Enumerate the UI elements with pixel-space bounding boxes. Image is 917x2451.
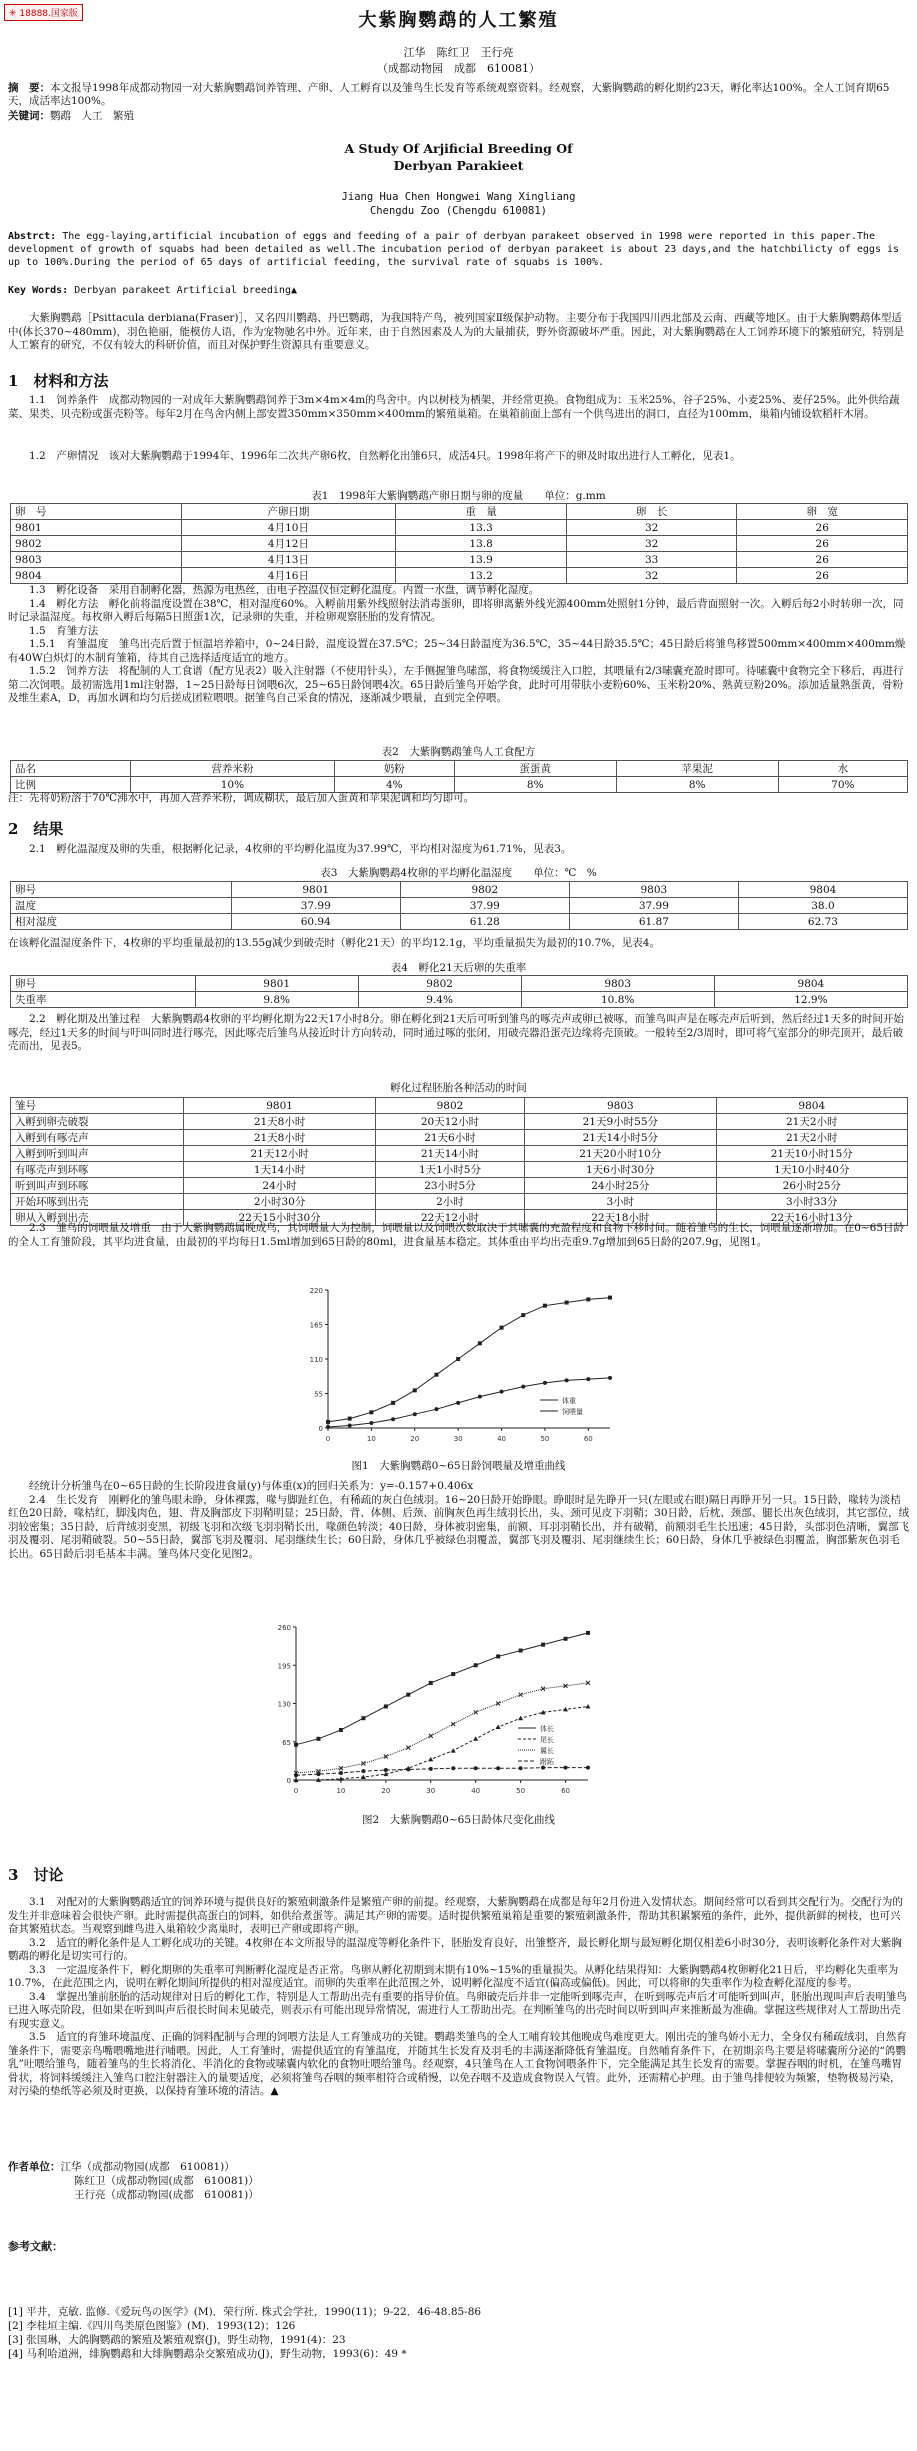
reference-item: [4] 马利哈道洲，绯胸鹦鹉和大绯胸鹦鹉杂交繁殖成功(J)，野生动物，1993(6)：49 *	[8, 2348, 407, 2360]
table1	[10, 503, 908, 584]
y-tick-label: 110	[309, 1356, 323, 1364]
table-cell: 4%	[334, 777, 454, 793]
abstract-en-text: The egg-laying,artificial incubation of eggs and feeding of a pair of derbyan parakeet observed in 1998 were reported in this paper.The development of growth of squabs had been detailed as well.The incubation period of derbyan parakeet is about 23 days,and the hatchbilicty of eggs is up to 100%.During the period of 65 days of artificial feeding, the survival rate of squabs is 100%.	[8, 231, 900, 268]
table-header-row	[11, 882, 908, 898]
section-2-heading: 2 结果	[8, 820, 64, 838]
table4	[10, 975, 908, 1008]
data-point	[519, 1649, 523, 1653]
table-cell: 4月16日	[181, 568, 396, 584]
figure1-chart	[300, 1280, 620, 1450]
data-point	[451, 1672, 455, 1676]
data-point	[496, 1725, 501, 1730]
table-cell: 26	[737, 536, 908, 552]
references-label: 参考文献：	[8, 2240, 63, 2253]
table-cell: 13.3	[396, 520, 567, 536]
table-header-cell: 9803	[525, 1098, 716, 1114]
data-point	[586, 1297, 590, 1301]
table2-caption: 表2 大紫胸鹦鹉雏鸟人工食配方	[381, 746, 536, 758]
table-cell: 26小时25分	[716, 1178, 907, 1194]
x-tick-label: 40	[497, 1435, 506, 1443]
data-point	[361, 1716, 365, 1720]
table-cell: 9.8%	[195, 992, 358, 1008]
x-tick-label: 10	[366, 1435, 376, 1443]
table5	[10, 1097, 908, 1226]
table-header-cell: 雏号	[11, 1098, 184, 1114]
data-point	[474, 1710, 478, 1714]
author-info-2: 陈红卫（成都动物园(成都 610081)）	[74, 2175, 259, 2187]
intro-paragraph: 大紫胸鹦鹉［Psittacula derbiana(Fraser)］，又名四川鹦鹉、丹巴鹦鹉，为我国特产鸟，被列国家Ⅱ级保护动物。主要分布于我国四川西北部及云南、西藏等地区。由于大紫胸鹦鹉体型适中(体长370~480mm)，羽色艳丽，能模仿人语，作为宠物驰名中外。近年来，由于自然因素及人为的大量捕获，野外资源破坏严重。因此，对大紫胸鹦鹉在人工饲养环境下的繁殖研究，特别是人工繁育的研究，不仅有较大的科研价值，而且对保护野生资源具有重要意义。	[8, 312, 904, 351]
legend-label: 跗跖	[540, 1758, 554, 1766]
x-tick-label: 60	[583, 1435, 593, 1443]
data-point	[541, 1766, 545, 1770]
reference-item: [3] 张国琳，大鸽胸鹦鹉的繁殖及繁殖观察(J)，野生动物，1991(4)：23	[8, 2334, 346, 2346]
data-point	[474, 1663, 478, 1667]
paper-title: 大紫胸鹦鹉的人工繁殖	[358, 10, 559, 31]
para-2-1b: 在该孵化温湿度条件下，4枚卵的平均重量最初的13.55g减少到破壳时（孵化21天）的平均12.1g，平均重量损失为最初的10.7%，见表4。	[8, 937, 660, 949]
table-cell: 8%	[616, 777, 778, 793]
table-header-cell: 卵 号	[11, 504, 182, 520]
table-cell: 38.0	[738, 898, 907, 914]
data-point	[496, 1702, 500, 1706]
table-row	[11, 1114, 908, 1130]
table-header-row	[11, 976, 908, 992]
table-cell: 22天16小时13分	[716, 1210, 907, 1226]
figure2-caption: 图2 大紫胸鹦鹉0~65日龄体尺变化曲线	[361, 1814, 556, 1826]
data-point	[543, 1381, 547, 1385]
table-cell: 32	[566, 520, 737, 536]
data-point	[391, 1417, 395, 1421]
table-cell: 有啄壳声到环啄	[11, 1162, 184, 1178]
table-cell: 21天14小时5分	[525, 1130, 716, 1146]
para-1-1: 1.1 饲养条件 成都动物园的一对成年大紫胸鹦鹉饲养于3m×4m×4m的鸟舍中。内以树枝为栖架，并经常更换。食物组成为：玉米25%、谷子25%、小麦25%、麦仔25%。此外供给蔬菜、果类、贝壳粉或蛋壳粉等。每年2月在鸟舍内侧上部安置350mm×350mm×400mm的繁殖巢箱。在巢箱前面上部有一个供鸟进出的洞口，直径为100mm，巢箱内铺设软稻杆木屑。	[8, 394, 900, 420]
legend-label: 尾长	[540, 1736, 554, 1744]
table1-caption: 表1 1998年大紫胸鹦鹉产卵日期与卵的度量 单位：g.mm	[311, 490, 606, 502]
table-cell: 9801	[11, 520, 182, 536]
y-tick-label: 220	[309, 1287, 323, 1295]
data-point	[496, 1654, 500, 1658]
table3-caption: 表3 大紫胸鹦鹉4枚卵的平均孵化温湿度 单位：℃ %	[320, 867, 597, 879]
table-cell: 21天9小时55分	[525, 1114, 716, 1130]
table-cell: 21天2小时	[716, 1130, 907, 1146]
table-cell: 60.94	[231, 914, 400, 930]
data-point	[294, 1773, 298, 1777]
table5-caption: 孵化过程胚胎各种活动的时间	[390, 1082, 527, 1094]
table-header-cell: 苹果泥	[616, 761, 778, 777]
data-point	[541, 1643, 545, 1647]
table-header-cell: 9803	[521, 976, 714, 992]
table-cell: 32	[566, 568, 737, 584]
table-header-cell: 品名	[11, 761, 131, 777]
data-point	[428, 1757, 433, 1762]
table-header-cell: 9802	[375, 1098, 524, 1114]
table-cell: 13.2	[396, 568, 567, 584]
table-cell: 22天12小时	[375, 1210, 524, 1226]
table-cell: 13.8	[396, 536, 567, 552]
table-cell: 37.99	[231, 898, 400, 914]
table-header-cell: 卵 宽	[737, 504, 908, 520]
table-cell: 1天14小时	[184, 1162, 375, 1178]
para-1-3-to-1-5: 1.3 孵化设备 采用自制孵化器，热源为电热丝，由电子控温仪恒定孵化温度。内置一水盘，调节孵化湿度。 1.4 孵化方法 孵化前将温度设置在38℃，相对湿度60%。入孵前用紫外线照射法消毒蛋卵，即将卵离紫外线光源400mm处照射1分钟，最后背面照射一次。入孵后每2小时转卵一次，同时记录温湿度。每枚卵入孵后每隔5日照蛋1次，记录卵的失重，并检卵观察胚胎的发育情况。 1.5 育雏方法 1.5.1 育雏温度 雏鸟出壳后置于恒温培养箱中，0~24日龄，温度设置在37.5℃；25~34日龄温度为36.5℃，35~44日龄35.5℃；45日龄后将雏鸟移置500mm×400mm×400mm燥有40W白炽灯的木制育雏箱，待其自己选择适度适宜的地方。 1.5.2 饲养方法 将配制的人工食谱（配方见表2）吸入注射器（不使用针头），左手侧握雏鸟嗉部，将食物缓缓注入口腔，其喂量有2/3嗉囊充盈时即可。待嗉囊中食物完全下移后，再进行第二次饲喂。最初需选用1ml注射器，1~25日龄每日饲喂6次，25~65日龄饲喂4次。65日龄后雏鸟开始学食，此时可用带肤小麦粉60%、玉米粉20%、熟黄豆粉20%。添加适量熟蛋黄，骨粉及维生素A，D，再加水调和均匀后搓成团粒喂喂。据雏鸟自己采食的情况，逐渐减少喂量，直到完全停喂。	[8, 584, 906, 704]
en-title-line2: Derbyan Parakieet	[393, 158, 524, 173]
keywords-en-label: Key Words:	[8, 285, 69, 296]
data-point	[565, 1378, 569, 1382]
author-info-label: 作者单位：	[8, 2161, 61, 2173]
affiliation: （成都动物园 成都 610081）	[377, 62, 540, 75]
x-tick-label: 20	[410, 1435, 420, 1443]
data-point	[326, 1420, 330, 1424]
data-point	[586, 1377, 590, 1381]
table-header-cell: 卵 长	[566, 504, 737, 520]
table-cell: 卵从入孵到出壳	[11, 1210, 184, 1226]
table-cell: 24小时25分	[525, 1178, 716, 1194]
data-point	[406, 1746, 410, 1750]
table-cell: 21天14小时	[375, 1146, 524, 1162]
references-list	[8, 2305, 910, 2361]
data-point	[586, 1704, 591, 1709]
table-cell: 70%	[778, 777, 907, 793]
table-cell: 1天6小时30分	[525, 1162, 716, 1178]
table-cell: 21天20小时10分	[525, 1146, 716, 1162]
data-point	[326, 1425, 330, 1429]
table-cell: 4月12日	[181, 536, 396, 552]
table-cell: 21天10小时15分	[716, 1146, 907, 1162]
figure1-caption: 图1 大紫胸鹦鹉0~65日龄饲喂量及增重曲线	[351, 1460, 566, 1472]
data-point	[361, 1769, 365, 1773]
data-point	[521, 1313, 525, 1317]
table-cell: 21天12小时	[184, 1146, 375, 1162]
data-point	[608, 1376, 612, 1380]
table-cell: 2小时30分	[184, 1194, 375, 1210]
table-cell: 9804	[11, 568, 182, 584]
y-tick-label: 55	[314, 1390, 323, 1399]
table-cell: 听到叫声到环啄	[11, 1178, 184, 1194]
table-header-cell: 卵号	[11, 882, 232, 898]
data-point	[519, 1693, 523, 1697]
legend-label: 翼长	[540, 1747, 554, 1755]
table-cell: 10%	[130, 777, 334, 793]
data-point	[429, 1681, 433, 1685]
legend-label: 体长	[540, 1725, 554, 1733]
table-row	[11, 1162, 908, 1178]
para-2-3: 2.3 雏鸟的饲喂量及增重 由于大紫胸鹦鹉属晚成鸟，其饲喂量人为控制，饲喂量以及饲喂次数取决于其嗉囊的充盈程度和食物下移时间。随着雏鸟的生长，饲喂量逐渐增加。在0~65日龄的全人工育雏阶段，其平均进食量，由最初的平均每日1.5ml增加到65日龄的80ml，进食量基本稳定。其体重由平均出壳重9.7g增加到65日龄的207.9g，见图1。	[8, 1222, 905, 1248]
table-header-cell: 9803	[569, 882, 738, 898]
table-header-cell: 9804	[714, 976, 907, 992]
table-cell: 9803	[11, 552, 182, 568]
data-point	[316, 1772, 320, 1776]
para-2-1: 2.1 孵化温湿度及卵的失重，根据孵化记录，4枚卵的平均孵化温度为37.99℃，平均相对湿度为61.71%，见表3。	[8, 843, 572, 855]
table-cell: 24小时	[184, 1178, 375, 1194]
table-cell: 13.9	[396, 552, 567, 568]
author-info	[8, 2160, 908, 2202]
x-tick-label: 30	[426, 1787, 436, 1795]
data-point	[565, 1301, 569, 1305]
data-point	[608, 1296, 612, 1300]
table-cell: 入孵到有啄壳声	[11, 1130, 184, 1146]
legend-label: 体重	[562, 1397, 576, 1405]
data-point	[434, 1373, 438, 1377]
data-point	[521, 1385, 525, 1389]
table-cell: 3小时	[525, 1194, 716, 1210]
data-point	[429, 1767, 433, 1771]
data-point	[406, 1693, 410, 1697]
data-point	[339, 1728, 343, 1732]
para-2-3b-2-4: 经统计分析雏鸟在0~65日龄的生长阶段进食量(y)与体重(x)的回归关系为：y=-0.157+0.406x 2.4 生长发育 刚孵化的雏鸟眼未睁，身体裸露，喙与脚趾红色，有稀疏的灰白色绒羽。16~20日龄开始睁眼。睁眼时是先睁开一只(左眼或右眼)隔日再睁开另一只。15日龄，喙转为淡桔红色20日龄，喙桔红，脚浅肉色，翅、背及胸部皮下羽鞘明显；25日龄，背、体侧、后颈、前胸灰色再生绒羽长出，头、颈可见皮下羽鞘；30日龄，后枕、颈部、腿长出灰色绒羽，其它部位，绒羽较密集；35日龄，后背绒羽变黑，初级飞羽和次级飞羽羽鞘长出，喙颜色转淡；40日龄，身体被羽密集，前额、耳羽羽鞘长出，并有破鞘，前额羽毛生长迅速；45日龄，头部羽色清晰，翼部飞羽及覆羽、尾羽鞘破裂。50~55日龄，翼部飞羽及覆羽、尾羽继续生长；60日龄，身体几乎被绿色羽覆盖，翼部飞羽及覆羽、尾羽继续生长；60日龄，身体几乎被绿色羽覆盖，胸部紫灰色羽毛长出。65日龄后羽毛基本丰满。雏鸟体尺变化见图2。	[8, 1480, 910, 1560]
y-tick-label: 130	[277, 1700, 291, 1709]
table-header-cell: 水	[778, 761, 907, 777]
table-header-row	[11, 761, 908, 777]
data-point	[451, 1722, 455, 1726]
x-tick-label: 20	[381, 1787, 391, 1795]
data-point	[369, 1410, 373, 1414]
abstract-label: 摘 要：	[8, 82, 50, 94]
table-cell: 32	[566, 536, 737, 552]
abstract-en	[8, 230, 908, 269]
data-point	[586, 1766, 590, 1770]
table-cell: 26	[737, 568, 908, 584]
table-header-cell: 9802	[358, 976, 521, 992]
data-point	[478, 1341, 482, 1345]
data-point	[564, 1637, 568, 1641]
table-cell: 入孵到听到叫声	[11, 1146, 184, 1162]
en-affiliation: Chengdu Zoo (Chengdu 610081)	[369, 205, 547, 217]
y-tick-label: 0	[286, 1777, 291, 1785]
table-header-row	[11, 1098, 908, 1114]
y-tick-label: 65	[282, 1738, 291, 1747]
table-row	[11, 777, 908, 793]
table3	[10, 881, 908, 930]
table-cell: 22天18小时	[525, 1210, 716, 1226]
table-cell: 相对湿度	[11, 914, 232, 930]
table-row	[11, 552, 908, 568]
data-point	[456, 1357, 460, 1361]
table-cell: 21天8小时	[184, 1114, 375, 1130]
table2	[10, 760, 908, 793]
table-cell: 温度	[11, 898, 232, 914]
author-info-1: 江华（成都动物园(成都 610081)）	[60, 2161, 235, 2173]
x-tick-label: 10	[336, 1787, 346, 1795]
table-header-row	[11, 504, 908, 520]
x-tick-label: 60	[561, 1787, 570, 1795]
table-row	[11, 992, 908, 1008]
data-point	[586, 1631, 590, 1635]
table-row	[11, 568, 908, 584]
reference-item: [2] 李桂垣主编.《四川鸟类原色图鉴》(M)．1993(12)；126	[8, 2320, 296, 2332]
table-header-cell: 营养米粉	[130, 761, 334, 777]
table-row	[11, 898, 908, 914]
table-cell: 9.4%	[358, 992, 521, 1008]
data-point	[456, 1401, 460, 1405]
table-row	[11, 1178, 908, 1194]
table-header-cell: 奶粉	[334, 761, 454, 777]
data-point	[519, 1766, 523, 1770]
legend-label: 饲喂量	[562, 1408, 583, 1416]
x-tick-label: 0	[293, 1787, 299, 1795]
table-cell: 21天6小时	[375, 1130, 524, 1146]
data-point	[500, 1326, 504, 1330]
table-cell: 4月13日	[181, 552, 396, 568]
data-point	[451, 1748, 456, 1753]
data-point	[294, 1743, 298, 1747]
data-point	[473, 1736, 478, 1741]
table-cell: 8%	[454, 777, 616, 793]
table-cell: 3小时33分	[716, 1194, 907, 1210]
en-authors: Jiang Hua Chen Hongwei Wang Xingliang	[341, 191, 576, 203]
section-3-heading: 3 讨论	[8, 1866, 64, 1884]
data-point	[564, 1766, 568, 1770]
para-1-2: 1.2 产卵情况 该对大紫胸鹦鹉于1994年、1996年二次共产卵6枚，自然孵化出雏6只，成活4只。1998年将产下的卵及时取出进行人工孵化，见表1。	[8, 450, 741, 462]
table-cell: 61.28	[400, 914, 569, 930]
data-point	[429, 1734, 433, 1738]
table-header-cell: 产卵日期	[181, 504, 396, 520]
data-point	[474, 1766, 478, 1770]
table-cell: 1天1小时5分	[375, 1162, 524, 1178]
para-2-2: 2.2 孵化期及出雏过程 大紫胸鹦鹉4枚卵的平均孵化期为22天17小时8分。卵在孵化到21天后可听到雏鸟的啄壳声或卵已被啄，而雏鸟叫声是在啄壳声后听到，然后经过1天多的时间开始啄壳，经过1天多的时间与吁叫同时进行啄壳，因此啄壳后雏鸟从接近时计方向转动，同时通过啄的张闭，用破壳器沿蛋壳边缘将壳顶破。一般转至2/3周时，即可将气室部分的卵壳顶开，最后破壳而出，见表5。	[8, 1013, 904, 1052]
discussion-paragraphs: 3.1 对配对的大紫胸鹦鹉适宜的饲养环境与提供良好的繁殖刺激条件是繁殖产卵的前提。经观察，大紫胸鹦鹉在成都是每年2月份进入发情状态。期间经常可以看到其交配行为。交配行为的发生并非意味着会很快产卵。此时需提供高蛋白的饲料，如供给煮蛋等。满足其产卵的需要。适时提供繁殖巢箱是重要的繁殖刺激条件，帮助其积累繁殖的条件，此外，提供新鲜的树枝，也可兴奋其繁殖状态。当观察到雌鸟进入巢箱较少离巢时，表明已产卵或即将产卵。 3.2 适宜的孵化条件是人工孵化成功的关键。4枚卵在本文所报导的温湿度等孵化条件下，胚胎发育良好，出雏整齐，最长孵化期与最短孵化期仅相差6小时30分，表明该孵化条件对大紫胸鹦鹉的孵化是切实可行的。 3.3 一定温度条件下，孵化期卵的失重率可判断孵化湿度是否正常。鸟卵从孵化初期到末期有10%~15%的重量损失。从孵化结果得知：大紫胸鹦鹉4枚卵孵化21日后，平均孵化失重率为10.7%，在此范围之内，说明在孵化期间所提供的相对湿度适宜。而卵的失重率在此范围之外，说明孵化湿度不适宜(偏高或偏低)。因此，可以将卵的失重率作为检查孵化湿度的参考。 3.4 掌握出雏前胚胎的活动规律对日后的孵化工作，特别是人工帮助出壳有重要的指导价值。鸟卵破壳后并非一定能听到啄壳声，在听到啄壳声后才可能听到叫声，胚胎出现叫声后表明雏鸟已进入啄壳阶段，但如果在听到叫声后很长时间未见破壳，则表示有可能出现异常情况，需进行人工帮助出壳。在判断雏鸟的出壳时间以听到叫声来推断最为准确。掌握这些规律对人工帮助出壳有现实意义。 3.5 适宜的育雏环境温度、正确的饲料配制与合理的饲喂方法是人工育雏成功的关键。鹦鹉类雏鸟的全人工哺育较其他晚成鸟难度更大。刚出壳的雏鸟娇小无力，全身仅有稀疏绒羽，自然育雏条件下，需要亲鸟嘴喂嘴地进行哺喂。因此，人工育雏时，需提供适宜的育雏温度，并随其生长发育及羽毛的丰满逐渐降低育雏温度。自然哺育条件下，在初期亲鸟主要是将嗉囊所分泌的“鸽鹦乳”吐喂给雏鸟，随着雏鸟的生长将消化、半消化的食物或嗉囊内软化的食物吐喂给雏鸟。经观察，4只雏鸟在人工食物饲喂条件下，完全能满足其生长发育的需要。掌握吞咽的时机，在雏鸟嘴胃骨状，将饲料缓缓注入雏鸟口腔注射器注入的量要适度，必须将雏鸟吞咽的频率相符合或稍慢，以免吞咽不及造成食物误入气管。此外，还需精心护理。由于雏鸟排便较为频繁，垫物极易污染，对污染的垫纸等必须及时更换，以保持育雏环境的清洁。▲	[8, 1896, 907, 2097]
en-title-line1: A Study Of Arjificial Breeding Of	[344, 141, 573, 156]
table-header-cell: 重 量	[396, 504, 567, 520]
table-header-cell: 9801	[231, 882, 400, 898]
data-point	[406, 1767, 410, 1771]
table-header-cell: 9804	[738, 882, 907, 898]
x-tick-label: 30	[453, 1435, 463, 1443]
y-tick-label: 0	[318, 1425, 323, 1433]
table-cell: 10.8%	[521, 992, 714, 1008]
x-tick-label: 40	[471, 1787, 481, 1795]
data-point	[348, 1417, 352, 1421]
data-point	[413, 1388, 417, 1392]
abstract-en-label: Abstrct:	[8, 231, 57, 242]
table-cell: 21天8小时	[184, 1130, 375, 1146]
table-cell: 1天10小时40分	[716, 1162, 907, 1178]
table-cell: 62.73	[738, 914, 907, 930]
table-cell: 26	[737, 520, 908, 536]
data-point	[384, 1768, 388, 1772]
y-tick-label: 195	[277, 1662, 291, 1671]
data-point	[478, 1395, 482, 1399]
table-header-cell: 9801	[184, 1098, 375, 1114]
keywords-en	[8, 284, 908, 297]
table-header-cell: 9802	[400, 882, 569, 898]
data-point	[339, 1771, 343, 1775]
table-cell: 比例	[11, 777, 131, 793]
abstract-cn	[8, 82, 908, 108]
table-cell: 失重率	[11, 992, 196, 1008]
x-tick-label: 50	[540, 1435, 550, 1443]
y-tick-label: 260	[277, 1624, 291, 1632]
table-row	[11, 1130, 908, 1146]
source-badge[interactable]: ✳ 18888.国家版	[4, 4, 83, 21]
table-cell: 37.99	[569, 898, 738, 914]
table-header-cell: 卵号	[11, 976, 196, 992]
table-cell: 26	[737, 552, 908, 568]
table2-note: 注：先将奶粉溶于70℃沸水中，再加入营养米粉，调成糊状，最后加入蛋黄和苹果泥调和均匀即可。	[8, 792, 475, 804]
y-tick-label: 165	[309, 1321, 323, 1330]
table-cell: 23小时5分	[375, 1178, 524, 1194]
table-cell: 20天12小时	[375, 1114, 524, 1130]
table-cell: 33	[566, 552, 737, 568]
table-cell: 9802	[11, 536, 182, 552]
table-row	[11, 914, 908, 930]
data-point	[434, 1407, 438, 1411]
table-row	[11, 520, 908, 536]
data-point	[369, 1421, 373, 1425]
table-row	[11, 1194, 908, 1210]
keywords-label: 关键词：	[8, 110, 50, 122]
reference-item: [1] 平井，克敏. 监修.《爱玩鸟の医学》(M)．荣行所. 株式会学社，1990(11)；9-22．46-48.85-86	[8, 2306, 482, 2318]
table-cell: 开始环啄到出壳	[11, 1194, 184, 1210]
table-cell: 12.9%	[714, 992, 907, 1008]
data-point	[586, 1681, 590, 1685]
abstract-text: 本文报导1998年成都动物园一对大紫胸鹦鹉饲养管理、产卵、人工孵育以及雏鸟生长发育等系统观察资料。经观察，大紫胸鹦鹉的孵化期约23天，孵化率达100%。全人工饲育期65天，成活率达100%。	[8, 82, 890, 107]
section-1-heading: 1 材料和方法	[8, 372, 109, 390]
x-tick-label: 50	[516, 1787, 526, 1795]
table-row	[11, 1146, 908, 1162]
data-point	[413, 1412, 417, 1416]
table-header-cell: 蛋蛋黄	[454, 761, 616, 777]
data-point	[384, 1704, 388, 1708]
data-point	[543, 1304, 547, 1308]
author-info-3: 王行亮（成都动物园(成都 610081)）	[74, 2189, 259, 2201]
table-cell: 61.87	[569, 914, 738, 930]
table-cell: 4月10日	[181, 520, 396, 536]
table-cell: 2小时	[375, 1194, 524, 1210]
data-point	[451, 1766, 455, 1770]
table4-caption: 表4 孵化21天后卵的失重率	[390, 962, 527, 974]
table-row	[11, 536, 908, 552]
authors: 江华 陈红卫 王行亮	[403, 46, 514, 59]
keywords-en-text: Derbyan parakeet Artificial breeding▲	[68, 285, 297, 296]
keywords-text: 鹦鹉 人工 繁殖	[50, 110, 134, 122]
table-cell: 22天15小时30分	[184, 1210, 375, 1226]
data-point	[391, 1401, 395, 1405]
table-cell: 入孵到卵壳破裂	[11, 1114, 184, 1130]
data-point	[316, 1737, 320, 1741]
data-point	[348, 1423, 352, 1427]
data-point	[518, 1716, 523, 1721]
table-cell: 21天2小时	[716, 1114, 907, 1130]
table-header-cell: 9801	[195, 976, 358, 992]
keywords-cn	[8, 110, 908, 123]
figure2-chart	[268, 1617, 598, 1802]
data-point	[500, 1390, 504, 1394]
table-cell: 37.99	[400, 898, 569, 914]
x-tick-label: 0	[325, 1435, 331, 1443]
data-point	[496, 1766, 500, 1770]
table-header-cell: 9804	[716, 1098, 907, 1114]
